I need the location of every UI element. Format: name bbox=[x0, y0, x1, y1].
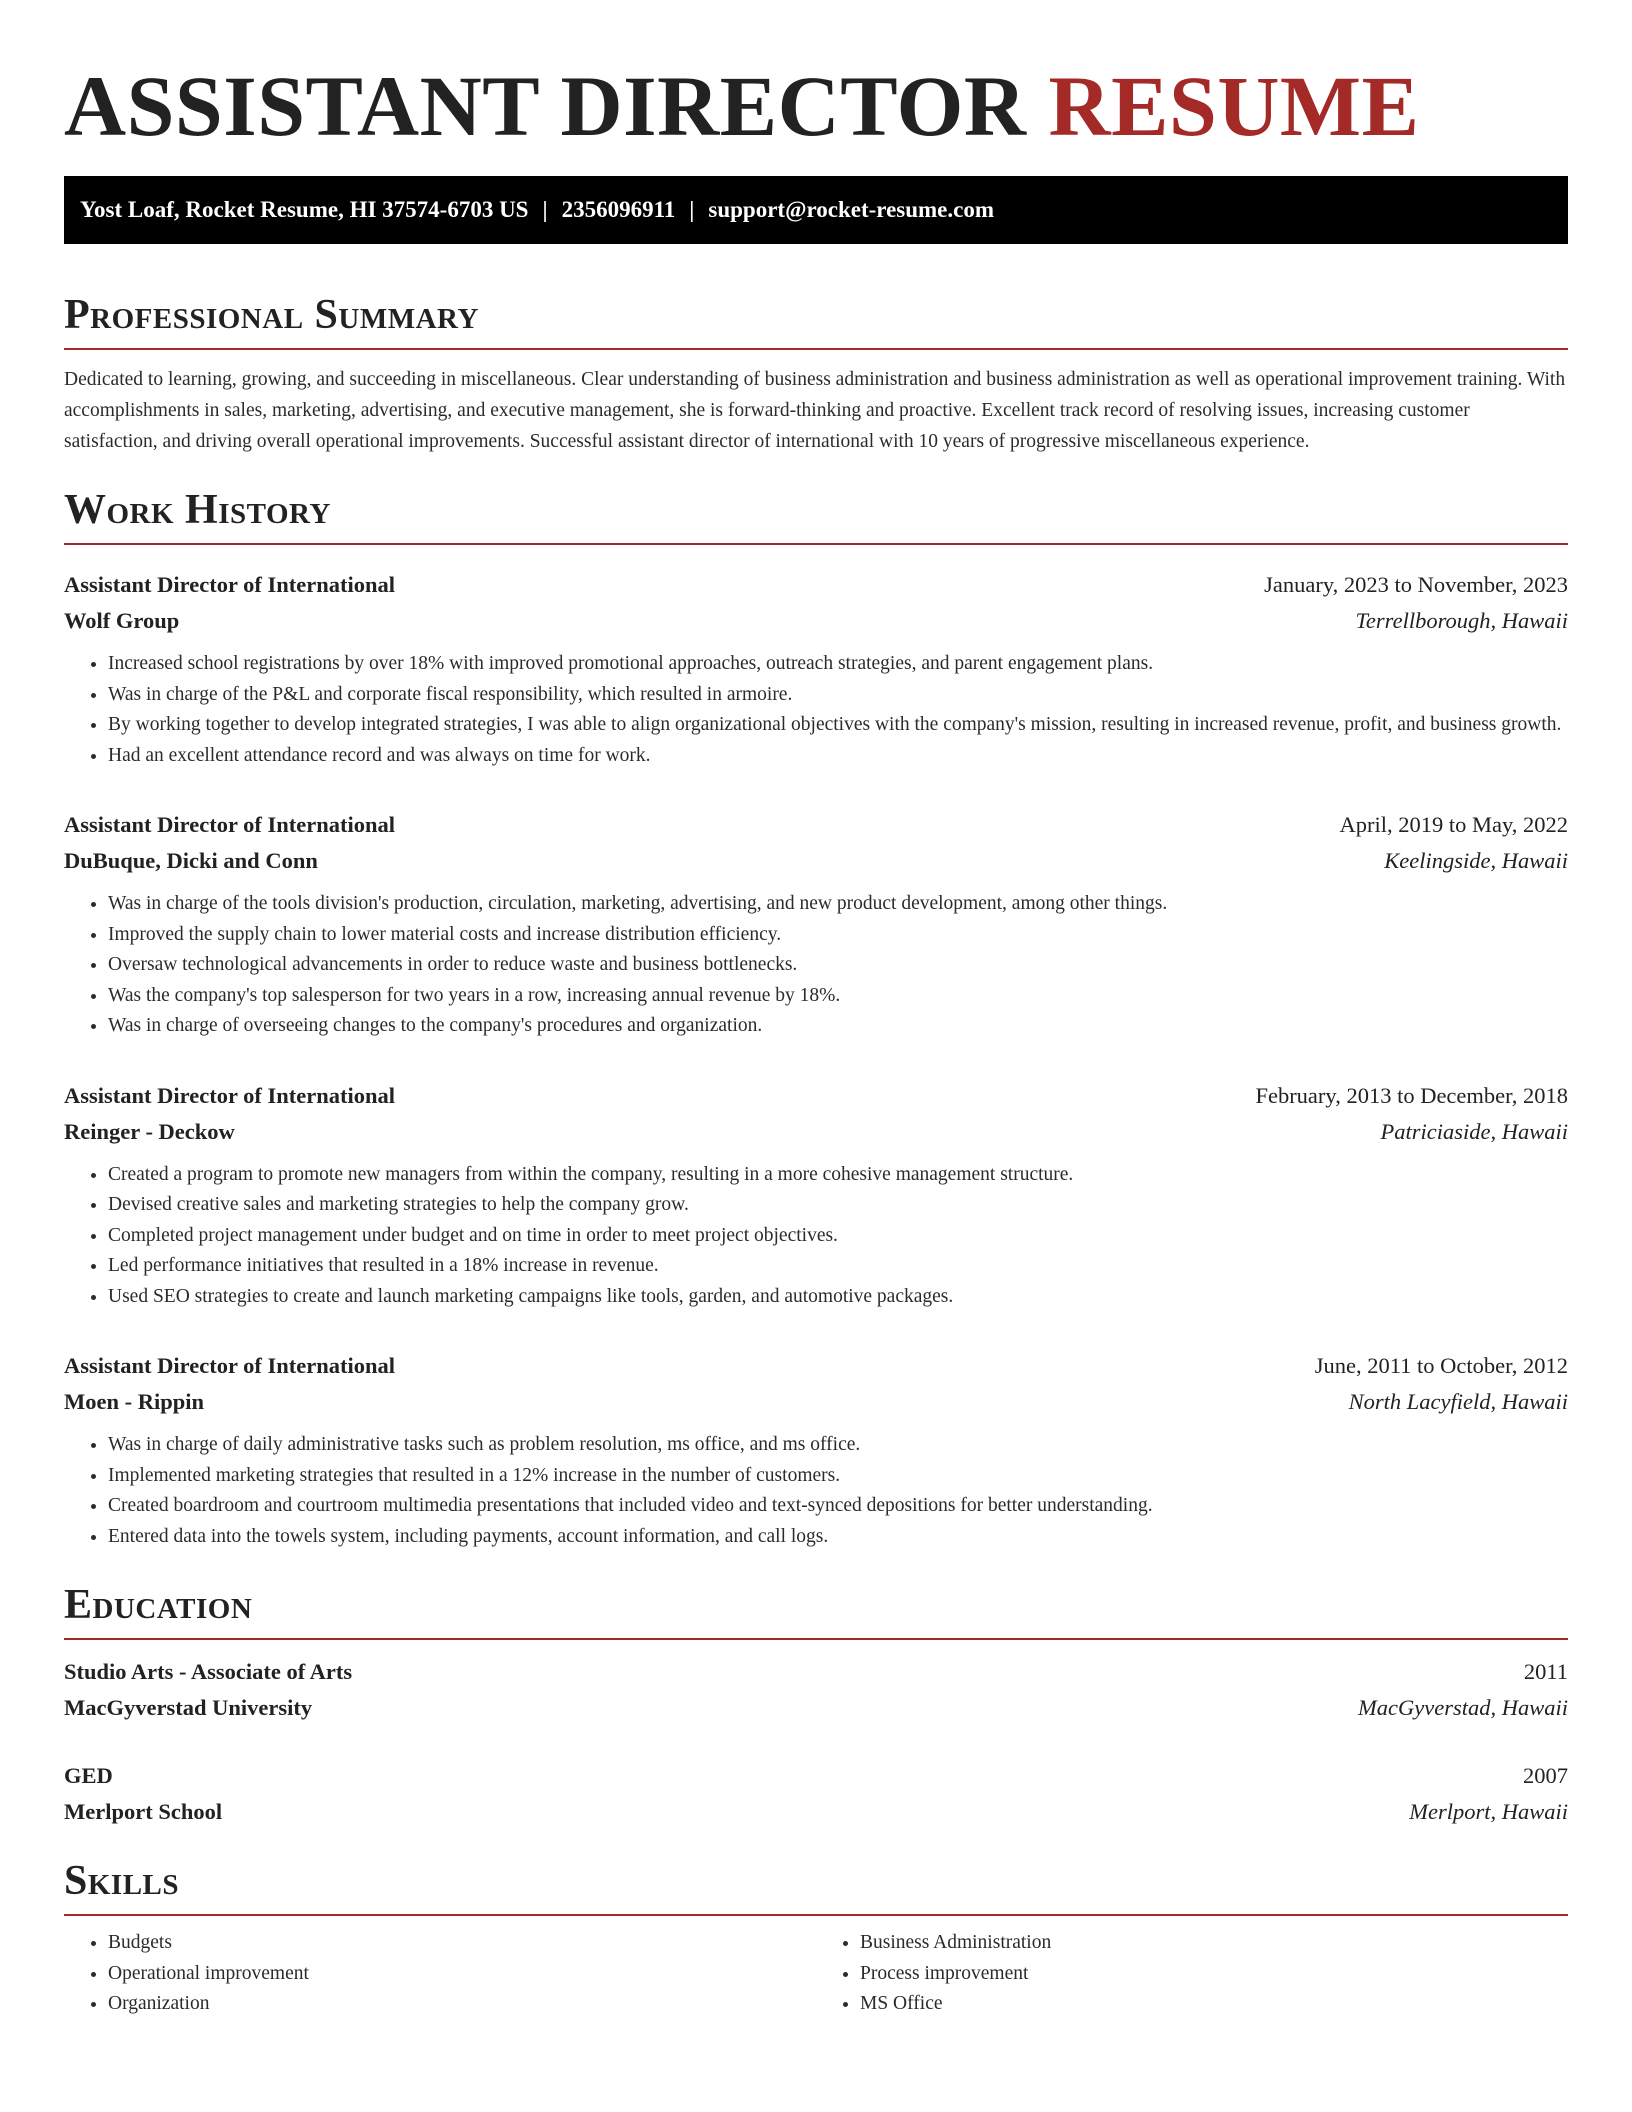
contact-separator: | bbox=[542, 197, 548, 222]
section-heading-work-history: Work History bbox=[64, 485, 1568, 545]
job-bullets bbox=[64, 1430, 1568, 1552]
job-dates: June, 2011 to October, 2012 bbox=[1314, 1353, 1568, 1378]
work-history-list bbox=[64, 567, 1568, 1552]
job-header-row bbox=[64, 567, 1568, 603]
job-bullet: • Was in charge of overseeing changes to the company's procedures and organization. bbox=[108, 1011, 1568, 1042]
education-entry bbox=[64, 1654, 1568, 1726]
skill-item: • Process improvement bbox=[860, 1959, 1568, 1990]
job-dates: April, 2019 to May, 2022 bbox=[1339, 812, 1568, 837]
job-title: Assistant Director of International bbox=[64, 812, 396, 837]
job-bullet: • Led performance initiatives that resulted in a 18% increase in revenue. bbox=[108, 1251, 1568, 1282]
job-bullet: • Was in charge of the tools division's production, circulation, marketing, advertising, and new product development, among other things. bbox=[108, 889, 1568, 920]
job-bullet: • Implemented marketing strategies that resulted in a 12% increase in the number of customers. bbox=[108, 1461, 1568, 1492]
job-title: Assistant Director of International bbox=[64, 1353, 396, 1378]
education-location: Merlport, Hawaii bbox=[1409, 1799, 1568, 1824]
job-title: Assistant Director of International bbox=[64, 572, 396, 597]
education-location: MacGyverstad, Hawaii bbox=[1358, 1695, 1568, 1720]
job-dates: January, 2023 to November, 2023 bbox=[1264, 572, 1568, 597]
job-bullet: • Was in charge of daily administrative tasks such as problem resolution, ms office, and ms office. bbox=[108, 1430, 1568, 1461]
education-entry bbox=[64, 1758, 1568, 1830]
job-header-row bbox=[64, 1348, 1568, 1384]
skill-item: • Organization bbox=[108, 1989, 816, 2020]
education-year: 2007 bbox=[1523, 1763, 1568, 1788]
skills-column-right bbox=[816, 1928, 1568, 2020]
summary-text: Dedicated to learning, growing, and succeeding in miscellaneous. Clear understanding of business administration and business administration as well as operational improvement training. With accomplishments in sales, marketing, advertising, and executive management, she is forward-thinking and proactive. Excellent track record of resolving issues, increasing customer satisfaction, and driving overall operational improvements. Successful assistant director of international with 10 years of progressive miscellaneous experience. bbox=[64, 369, 1566, 452]
education-year: 2011 bbox=[1523, 1659, 1568, 1684]
job-company-row bbox=[64, 1384, 1568, 1420]
skill-item: • Operational improvement bbox=[108, 1959, 816, 1990]
job-bullets bbox=[64, 1160, 1568, 1313]
contact-phone: 2356096911 bbox=[561, 197, 676, 222]
job-bullets bbox=[64, 649, 1568, 771]
job-header-row bbox=[64, 1078, 1568, 1114]
contact-address: Yost Loaf, Rocket Resume, HI 37574-6703 US bbox=[80, 197, 529, 222]
job-bullet: • Was the company's top salesperson for two years in a row, increasing annual revenue by 18%. bbox=[108, 981, 1568, 1012]
education-school: Merlport School bbox=[64, 1799, 223, 1824]
contact-bar bbox=[64, 176, 1568, 244]
skill-item: • MS Office bbox=[860, 1989, 1568, 2020]
job-bullet: • Oversaw technological advancements in order to reduce waste and business bottlenecks. bbox=[108, 950, 1568, 981]
job-bullet: • Created boardroom and courtroom multimedia presentations that included video and text-synced depositions for better understanding. bbox=[108, 1491, 1568, 1522]
job-dates: February, 2013 to December, 2018 bbox=[1255, 1082, 1568, 1108]
resume-title bbox=[64, 56, 1568, 156]
education-school: MacGyverstad University bbox=[64, 1695, 313, 1720]
contact-email: support@rocket-resume.com bbox=[708, 197, 995, 222]
skills-column-left bbox=[64, 1928, 816, 2020]
job-header-row bbox=[64, 807, 1568, 843]
job-location: North Lacyfield, Hawaii bbox=[1348, 1389, 1568, 1414]
education-school-row bbox=[64, 1690, 1568, 1726]
job-bullets bbox=[64, 889, 1568, 1042]
job-entry bbox=[64, 807, 1568, 1042]
job-company-row bbox=[64, 843, 1568, 879]
job-bullet: • Created a program to promote new managers from within the company, resulting in a more cohesive management structure. bbox=[108, 1160, 1568, 1191]
skills-grid bbox=[64, 1928, 1568, 2020]
education-list bbox=[64, 1654, 1568, 1830]
education-school-row bbox=[64, 1794, 1568, 1830]
job-company: Moen - Rippin bbox=[64, 1389, 205, 1414]
job-company: DuBuque, Dicki and Conn bbox=[64, 848, 318, 873]
job-bullet: • Improved the supply chain to lower material costs and increase distribution efficiency. bbox=[108, 920, 1568, 951]
title-accent: RESUME bbox=[1048, 58, 1420, 154]
job-bullet: • Increased school registrations by over 18% with improved promotional approaches, outreach strategies, and parent engagement plans. bbox=[108, 649, 1568, 680]
job-entry bbox=[64, 1078, 1568, 1313]
job-company-row bbox=[64, 603, 1568, 639]
job-bullet: • Devised creative sales and marketing strategies to help the company grow. bbox=[108, 1190, 1568, 1221]
resume-page bbox=[64, 0, 1568, 2020]
section-heading-skills: Skills bbox=[64, 1856, 1568, 1916]
job-bullet: • Was in charge of the P&L and corporate fiscal responsibility, which resulted in armoire. bbox=[108, 680, 1568, 711]
education-degree: Studio Arts - Associate of Arts bbox=[64, 1659, 353, 1684]
job-location: Patriciaside, Hawaii bbox=[1380, 1118, 1568, 1144]
job-company: Reinger - Deckow bbox=[64, 1118, 235, 1144]
job-bullet: • Used SEO strategies to create and launch marketing campaigns like tools, garden, and automotive packages. bbox=[108, 1282, 1568, 1313]
job-title: Assistant Director of International bbox=[64, 1082, 396, 1108]
job-entry bbox=[64, 1348, 1568, 1552]
skill-item: • Budgets bbox=[108, 1928, 816, 1959]
section-heading-education: Education bbox=[64, 1580, 1568, 1640]
education-header-row bbox=[64, 1654, 1568, 1690]
section-heading-summary: Professional Summary bbox=[64, 290, 1568, 350]
job-company-row bbox=[64, 1114, 1568, 1150]
education-header-row bbox=[64, 1758, 1568, 1794]
skill-item: • Business Administration bbox=[860, 1928, 1568, 1959]
education-degree: GED bbox=[64, 1763, 113, 1788]
job-entry bbox=[64, 567, 1568, 771]
job-bullet: • Had an excellent attendance record and was always on time for work. bbox=[108, 741, 1568, 772]
job-bullet: • By working together to develop integrated strategies, I was able to align organizational objectives with the company's mission, resulting in increased revenue, profit, and business growth. bbox=[108, 710, 1568, 741]
job-bullet: • Entered data into the towels system, including payments, account information, and call logs. bbox=[108, 1522, 1568, 1553]
job-company: Wolf Group bbox=[64, 608, 180, 633]
job-location: Keelingside, Hawaii bbox=[1384, 848, 1568, 873]
title-main: ASSISTANT DIRECTOR bbox=[64, 58, 1027, 154]
contact-separator: | bbox=[689, 197, 695, 222]
job-location: Terrellborough, Hawaii bbox=[1355, 608, 1568, 633]
job-bullet: • Completed project management under budget and on time in order to meet project objectives. bbox=[108, 1221, 1568, 1252]
